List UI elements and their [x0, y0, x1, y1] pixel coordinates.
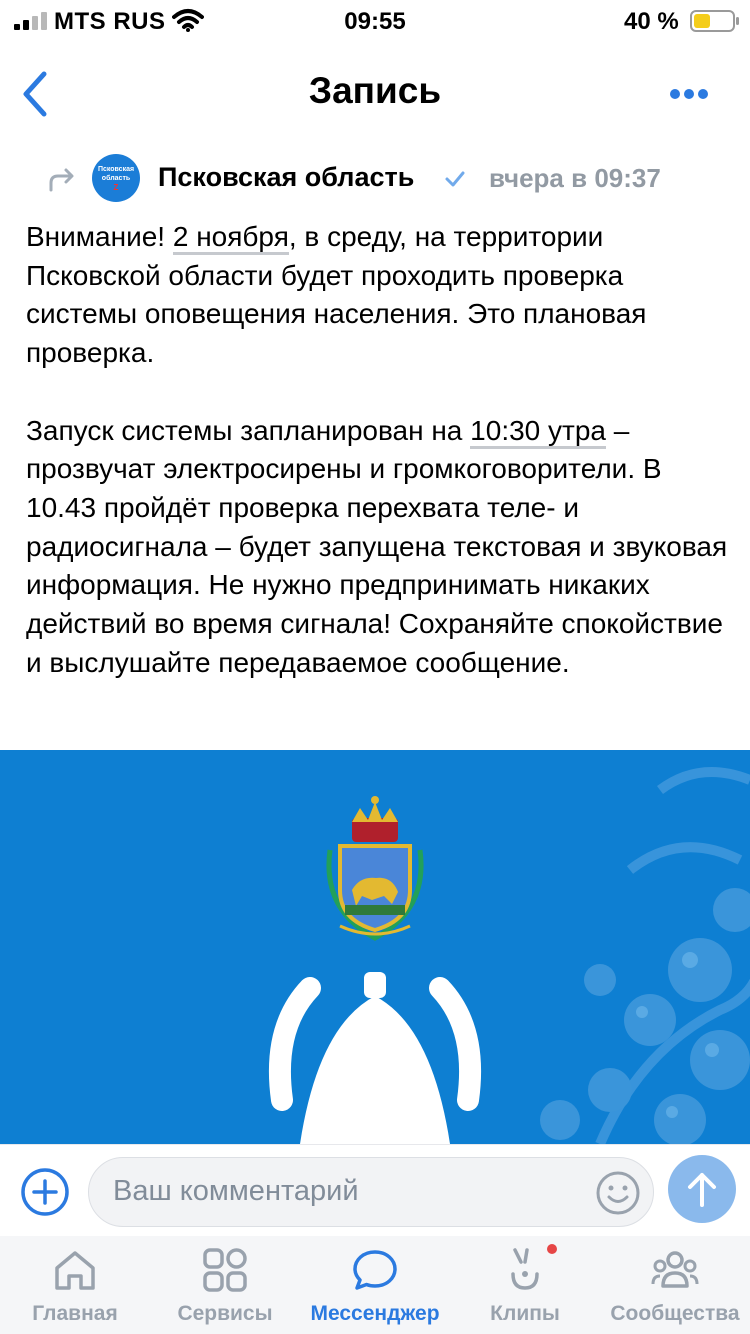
- status-bar: [0, 0, 750, 44]
- post-paragraph: [26, 218, 736, 373]
- carrier-label: MTS RUS: [54, 8, 166, 35]
- text-span: Внимание!: [26, 221, 173, 252]
- comment-placeholder: Ваш комментарий: [113, 1175, 359, 1207]
- post-image[interactable]: [0, 750, 750, 1144]
- page-title: Запись: [308, 70, 442, 111]
- text-span: , в среду, на территории Псковской области будет проходить проверка системы оповещения населения. Это плановая проверка.: [26, 221, 647, 369]
- notification-dot: [547, 1244, 557, 1254]
- avatar-text-line3: Z: [113, 182, 119, 192]
- post-header: [0, 150, 750, 210]
- tab-services[interactable]: [150, 1236, 300, 1334]
- battery-icon: [690, 10, 740, 32]
- home-icon: [51, 1246, 99, 1294]
- tab-label: Мессенджер: [310, 1302, 440, 1325]
- arrow-up-icon: [668, 1155, 736, 1223]
- tab-bar: [0, 1236, 750, 1334]
- avatar-text-line2: область: [101, 174, 131, 182]
- services-icon: [201, 1246, 249, 1294]
- post-paragraph: [26, 412, 736, 683]
- send-button[interactable]: [668, 1155, 736, 1223]
- tab-label: Сервисы: [177, 1302, 273, 1325]
- communities-icon: [651, 1246, 699, 1294]
- author-name[interactable]: Псковская область: [158, 162, 415, 192]
- repost-icon: [46, 164, 76, 194]
- comment-bar: [0, 1144, 750, 1236]
- clips-icon: [501, 1246, 549, 1294]
- tab-home[interactable]: [0, 1236, 150, 1334]
- tab-label: Клипы: [490, 1302, 560, 1325]
- tab-messenger[interactable]: [300, 1236, 450, 1334]
- time-link[interactable]: 10:30 утра: [470, 415, 606, 449]
- tab-label: Главная: [32, 1302, 118, 1325]
- coat-of-arms-emblem: [329, 796, 421, 938]
- comment-input[interactable]: [88, 1157, 654, 1227]
- text-span: – прозвучат электросирены и громкоговорители. В 10.43 пройдёт проверка перехвата теле- и радиосигнала – будет запущена текстовая и звуковая информация. Не нужно предпринимать никаких действий во время сигнала! Сохраняйте спокойствие и выслушайте передаваемое сообщение.: [26, 414, 728, 678]
- community-avatar[interactable]: [92, 154, 140, 202]
- date-link[interactable]: 2 ноября: [173, 221, 289, 255]
- add-attachment-button[interactable]: [20, 1167, 70, 1217]
- battery-percent: 40 %: [624, 8, 679, 35]
- clock: 09:55: [344, 8, 406, 35]
- avatar-text-line1: Псковская: [97, 165, 135, 173]
- tab-label: Сообщества: [610, 1302, 740, 1325]
- post-body: [26, 218, 736, 721]
- more-icon[interactable]: [664, 76, 714, 112]
- verified-check-icon: [444, 168, 466, 190]
- post-timestamp: вчера в 09:37: [489, 163, 661, 193]
- emoji-icon[interactable]: [595, 1170, 641, 1216]
- messenger-icon: [351, 1246, 399, 1294]
- text-span: Запуск системы запланирован на: [26, 414, 471, 446]
- tab-clips[interactable]: [450, 1236, 600, 1334]
- bell-icon: [280, 972, 470, 1144]
- tab-communities[interactable]: [600, 1236, 750, 1334]
- navigation-bar: [0, 44, 750, 144]
